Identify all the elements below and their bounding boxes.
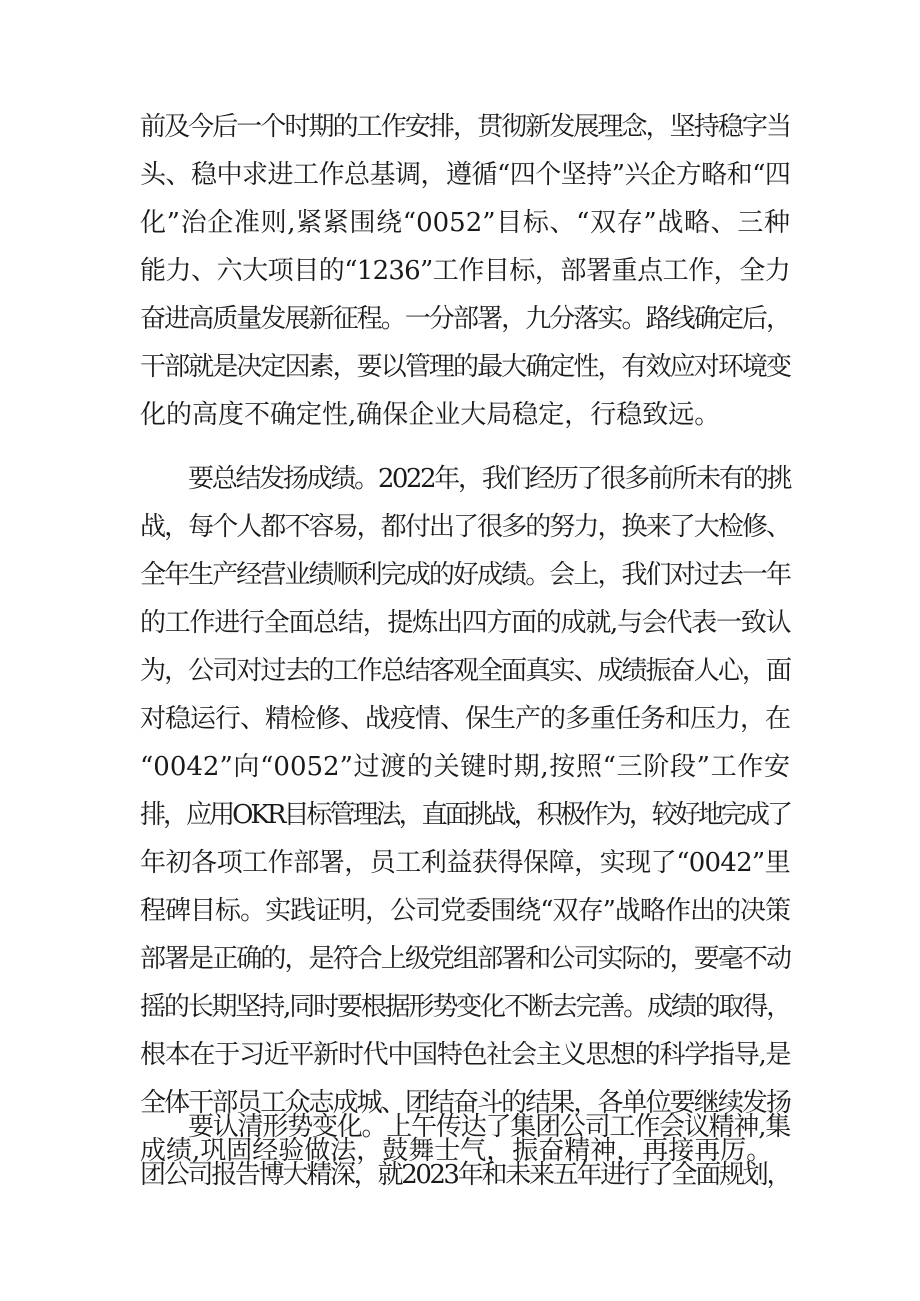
paragraph-2 <box>140 455 790 1175</box>
text-line: 程碑目标。实践证明，公司党委围绕“双存”战略作出的决策 <box>140 896 790 926</box>
text-line: 排，应用OKR目标管理法，直面挑战，积极作为，较好地完成了 <box>140 800 790 830</box>
text-line: 成绩,巩固经验做法，鼓舞士气，振奋精神，再接再厉。 <box>140 1136 773 1166</box>
text-line: “0042”向“0052”过渡的关键时期,按照“三阶段”工作安 <box>140 752 790 782</box>
text-line: 头、稳中求进工作总基调，遵循“四个坚持”兴企方略和“四 <box>140 160 791 190</box>
paragraph-1 <box>140 103 790 439</box>
text-line: 为，公司对过去的工作总结客观全面真实、成绩振奋人心，面 <box>140 656 790 686</box>
text-line: 能力、六大项目的“1236”工作目标，部署重点工作，全力 <box>140 256 790 286</box>
paragraph-3 <box>140 1103 790 1199</box>
text-line: 年初各项工作部署，员工利益获得保障，实现了“0042”里 <box>140 848 790 878</box>
text-line: 全体干部员工众志成城、团结奋斗的结果，各单位要继续发扬 <box>140 1088 790 1118</box>
text-line: 干部就是决定因素，要以管理的最大确定性，有效应对环境变 <box>140 352 790 382</box>
text-line: 要总结发扬成绩。2022年，我们经历了很多前所未有的挑 <box>188 464 790 494</box>
text-line: 化”治企准则,紧紧围绕“0052”目标、“双存”战略、三种 <box>140 208 790 238</box>
text-line: 战，每个人都不容易，都付出了很多的努力，换来了大检修、 <box>140 512 790 542</box>
text-line: 奋进高质量发展新征程。一分部署，九分落实。路线确定后， <box>140 304 790 334</box>
text-line: 全年生产经营业绩顺利完成的好成绩。会上，我们对过去一年 <box>140 560 790 590</box>
text-line: 的工作进行全面总结，提炼出四方面的成就,与会代表一致认 <box>140 608 790 638</box>
text-line: 前及今后一个时期的工作安排，贯彻新发展理念，坚持稳字当 <box>140 112 790 142</box>
text-line: 要认清形势变化。上午传达了集团公司工作会议精神,集 <box>188 1112 790 1142</box>
text-line: 部署是正确的，是符合上级党组部署和公司实际的，要毫不动 <box>140 944 790 974</box>
text-line: 根本在于习近平新时代中国特色社会主义思想的科学指导,是 <box>140 1040 790 1070</box>
text-line: 摇的长期坚持,同时要根据形势变化不断去完善。成绩的取得， <box>140 992 790 1022</box>
text-line: 对稳运行、精检修、战疫情、保生产的多重任务和压力，在 <box>140 704 791 734</box>
text-line: 团公司报告博大精深，就2023年和未来五年进行了全面规划， <box>140 1160 790 1190</box>
text-line: 化的高度不确定性,确保企业大局稳定，行稳致远。 <box>140 400 721 430</box>
